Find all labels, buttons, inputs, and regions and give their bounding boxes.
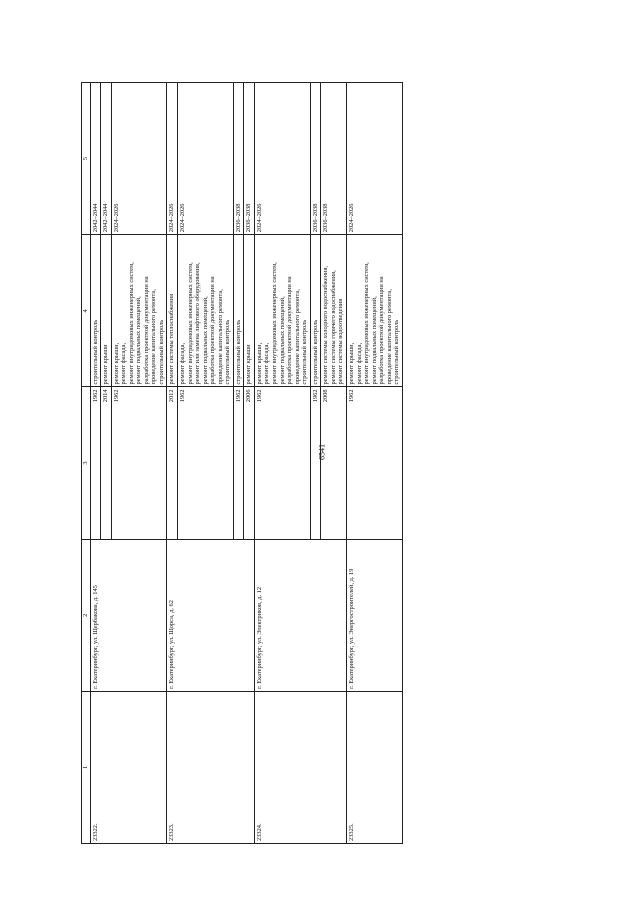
record-number: 23324. (254, 691, 346, 843)
work-item: строительный контроль (234, 319, 242, 385)
work-item: разработка проектной документации на (378, 276, 386, 385)
record-number: 23323. (167, 691, 254, 843)
work-item: строительный контроль (224, 319, 232, 385)
table-row (346, 83, 402, 844)
period-cell: 2024–2026 (178, 83, 234, 235)
works-cell (90, 235, 101, 387)
work-item: ремонт внутридомовых инженерных систем, (271, 262, 279, 385)
year-cell: 1962 (90, 387, 101, 539)
period-cell: 2024–2026 (254, 83, 310, 235)
works-cell (178, 235, 234, 387)
year-cell: 1962 (310, 387, 321, 539)
building-address: г. Екатеринбург, ул. Щербакова, д. 145 (90, 539, 167, 691)
header-col-1: 1 (82, 691, 91, 843)
work-item: ремонт фасада, (263, 342, 271, 385)
work-item: ремонт внутридомовых инженерных систем, (186, 262, 194, 385)
page-number: 6541 (317, 444, 327, 460)
work-item: ремонт системы холодного водоснабжения, (322, 265, 330, 385)
year-cell: 2012 (167, 387, 178, 539)
works-cell (167, 235, 178, 387)
works-cell (233, 235, 244, 387)
header-col-4: 4 (82, 235, 91, 387)
work-item: строительный контроль (393, 319, 401, 385)
work-item: ремонт подвальных помещений, (201, 296, 209, 385)
work-item: ремонт системы теплоснабжения (168, 293, 176, 385)
work-item: строительный контроль (311, 319, 319, 385)
table-row (90, 83, 101, 844)
work-item: ремонт крыши, (347, 342, 355, 385)
work-item: разработка проектной документации на (209, 276, 217, 385)
work-item: строительный контроль (301, 319, 309, 385)
work-item: ремонт подвальных помещений, (370, 296, 378, 385)
works-cell (310, 235, 321, 387)
header-row (82, 83, 91, 844)
year-cell: 2006 (244, 387, 255, 539)
works-cell (101, 235, 112, 387)
year-cell: 1962 (178, 387, 234, 539)
work-item: ремонт внутридомовых инженерных систем, (127, 262, 135, 385)
repair-schedule-table (81, 82, 403, 844)
header-col-5: 5 (82, 83, 91, 235)
work-item: ремонт фасада, (355, 342, 363, 385)
work-item: проведение капитального ремонта, (385, 289, 393, 385)
work-item: строительный контроль (91, 319, 99, 385)
table-row (167, 83, 178, 844)
period-cell: 2036–2038 (233, 83, 244, 235)
work-item: разработка проектной документации на (142, 276, 150, 385)
work-item: ремонт крыши (102, 344, 110, 385)
year-cell: 2014 (101, 387, 112, 539)
period-cell: 2036–2038 (321, 83, 347, 235)
work-item: ремонт или замена лифтового оборудования, (194, 262, 202, 385)
record-number: 23325. (346, 691, 402, 843)
works-cell (321, 235, 347, 387)
work-item: ремонт внутридомовых инженерных систем, (363, 262, 371, 385)
building-address: г. Екатеринбург, ул. Щорса, д. 62 (167, 539, 254, 691)
period-cell: 2024–2026 (167, 83, 178, 235)
work-item: ремонт фасада, (120, 342, 128, 385)
work-item: ремонт крыши (245, 344, 253, 385)
work-item: ремонт крыши, (255, 342, 263, 385)
period-cell: 2024–2026 (346, 83, 402, 235)
work-item: проведение капитального ремонта, (293, 289, 301, 385)
period-cell: 2042–2044 (101, 83, 112, 235)
work-item: ремонт подвальных помещений, (278, 296, 286, 385)
year-cell: 1962 (111, 387, 167, 539)
table-frame (81, 82, 577, 844)
work-item: ремонт фасада, (179, 342, 187, 385)
period-cell: 2024–2026 (111, 83, 167, 235)
work-item: ремонт системы водоотведения (337, 298, 345, 385)
works-cell (254, 235, 310, 387)
year-cell: 2008 (321, 387, 347, 539)
building-address: г. Екатеринбург, ул. Энергостроителей, д. 19 (346, 539, 402, 691)
work-item: строительный контроль (157, 319, 165, 385)
header-col-2: 2 (82, 539, 91, 691)
building-address: г. Екатеринбург, ул. Электриков, д. 12 (254, 539, 346, 691)
period-cell: 2036–2038 (310, 83, 321, 235)
record-number: 23322. (90, 691, 167, 843)
works-cell (244, 235, 255, 387)
work-item: проведение капитального ремонта, (216, 289, 224, 385)
works-cell (346, 235, 402, 387)
work-item: ремонт крыши, (112, 342, 120, 385)
work-item: ремонт подвальных помещений, (135, 296, 143, 385)
header-col-3: 3 (82, 387, 91, 539)
table-row (254, 83, 310, 844)
year-cell: 1962 (346, 387, 402, 539)
works-cell (111, 235, 167, 387)
work-item: разработка проектной документации на (286, 276, 294, 385)
work-item: проведение капитального ремонта, (150, 289, 158, 385)
work-item: ремонт системы горячего водоснабжения, (329, 270, 337, 385)
table-body (90, 83, 402, 844)
period-cell: 2036–2038 (244, 83, 255, 235)
year-cell: 1962 (254, 387, 310, 539)
year-cell: 1962 (233, 387, 244, 539)
rotated-table-container (81, 82, 577, 844)
period-cell: 2042–2044 (90, 83, 101, 235)
